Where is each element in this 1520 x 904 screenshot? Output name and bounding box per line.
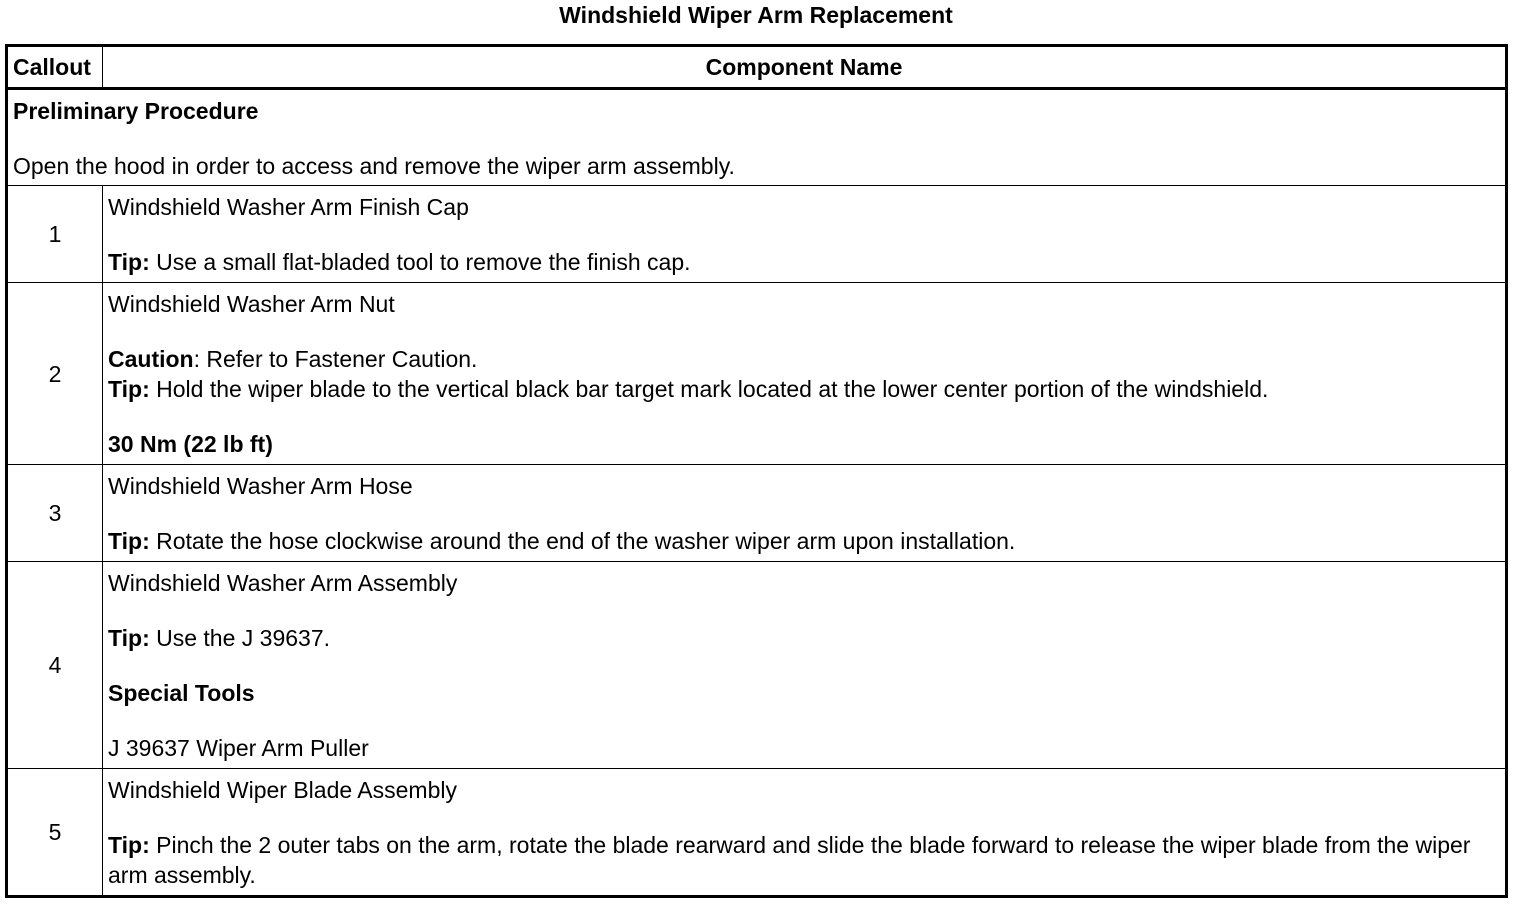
- table-row: [7, 283, 1507, 465]
- tip-text: Tip: Pinch the 2 outer tabs on the arm, rotate the blade rearward and slide the blade forward to release the wiper blade from the wiper arm assembly.: [108, 832, 1471, 888]
- callout-number: 4: [7, 562, 103, 769]
- table-row: [7, 769, 1507, 897]
- caution-text: Caution: Refer to Fastener Caution.: [108, 346, 478, 372]
- tip-label: Tip:: [108, 376, 150, 402]
- tip-label: Tip:: [108, 832, 150, 858]
- tip-label: Tip:: [108, 249, 150, 275]
- component-cell: [103, 562, 1507, 769]
- component-cell: [103, 465, 1507, 562]
- component-name: Windshield Washer Arm Finish Cap: [108, 194, 469, 220]
- preliminary-text: Open the hood in order to access and remove the wiper arm assembly.: [13, 153, 735, 179]
- tip-label: Tip:: [108, 625, 150, 651]
- header-callout: Callout: [7, 46, 103, 89]
- tip-label: Tip:: [108, 528, 150, 554]
- header-component-name: Component Name: [103, 46, 1507, 89]
- preliminary-heading: Preliminary Procedure: [13, 98, 259, 124]
- component-cell: [103, 283, 1507, 465]
- component-cell: [103, 769, 1507, 897]
- special-tools-heading: Special Tools: [108, 680, 255, 706]
- procedure-table: [5, 44, 1508, 898]
- preliminary-row: [7, 89, 1507, 186]
- component-name: Windshield Washer Arm Nut: [108, 291, 395, 317]
- page-title: Windshield Wiper Arm Replacement: [559, 2, 953, 28]
- table-row: [7, 562, 1507, 769]
- preliminary-cell: [7, 89, 1507, 186]
- callout-number: 2: [7, 283, 103, 465]
- tip-text: Tip: Hold the wiper blade to the vertical black bar target mark located at the lower center portion of the windshield.: [108, 376, 1269, 402]
- component-name: Windshield Wiper Blade Assembly: [108, 777, 457, 803]
- component-cell: [103, 186, 1507, 283]
- table-header-row: [7, 46, 1507, 89]
- special-tool-item: J 39637 Wiper Arm Puller: [108, 735, 369, 761]
- caution-label: Caution: [108, 346, 194, 372]
- table-row: [7, 465, 1507, 562]
- tip-text: Tip: Use the J 39637.: [108, 625, 331, 651]
- tip-text: Tip: Use a small flat-bladed tool to remove the finish cap.: [108, 249, 691, 275]
- callout-number: 3: [7, 465, 103, 562]
- tip-text: Tip: Rotate the hose clockwise around the end of the washer wiper arm upon installation.: [108, 528, 1016, 554]
- component-name: Windshield Washer Arm Hose: [108, 473, 413, 499]
- component-name: Windshield Washer Arm Assembly: [108, 570, 458, 596]
- callout-number: 1: [7, 186, 103, 283]
- table-row: [7, 186, 1507, 283]
- callout-number: 5: [7, 769, 103, 897]
- torque-spec: 30 Nm (22 lb ft): [108, 431, 273, 457]
